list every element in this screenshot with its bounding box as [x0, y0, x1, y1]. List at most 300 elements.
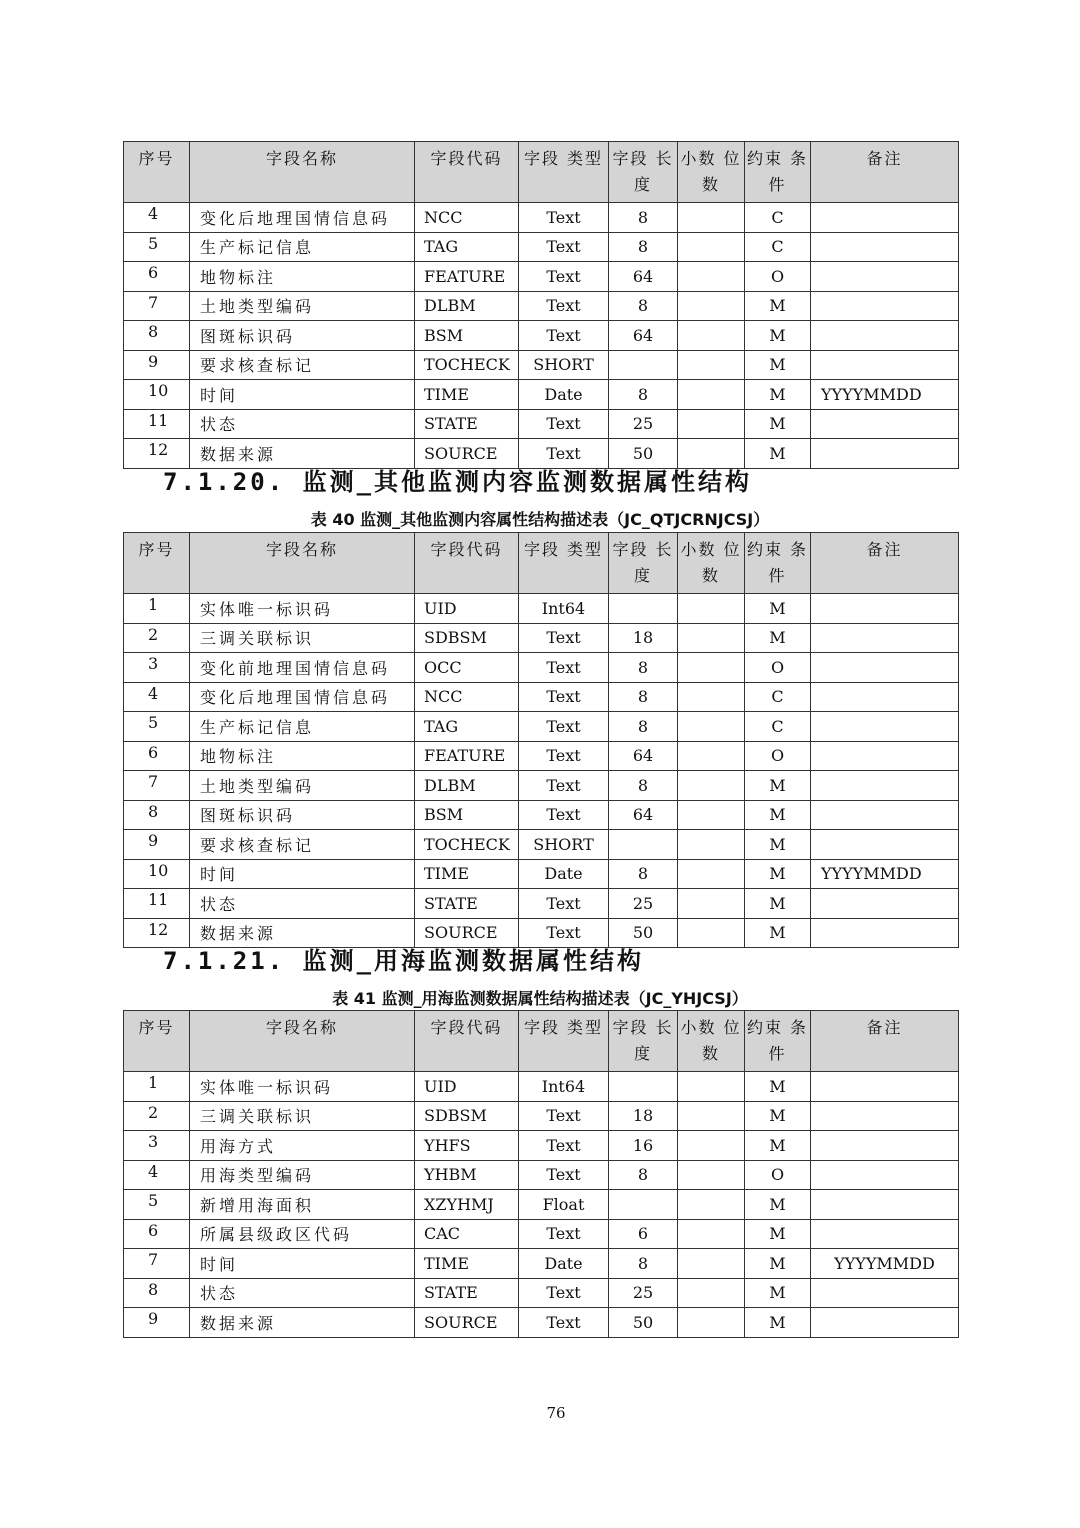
table-cell: M [745, 1131, 811, 1161]
table-cell: UID [415, 594, 519, 624]
table-cell: M [745, 1101, 811, 1131]
table-row [124, 800, 959, 830]
table-cell: 18 [609, 1101, 678, 1131]
table-cell: 8 [609, 712, 678, 742]
table-cell: M [745, 889, 811, 919]
table-cell: 6 [124, 1219, 190, 1249]
table-cell: 变化前地理国情信息码 [190, 653, 415, 683]
table-cell: YHFS [415, 1131, 519, 1161]
table-cell [678, 1160, 745, 1190]
table-cell: 地物标注 [190, 741, 415, 771]
table-cell: 时间 [190, 380, 415, 410]
table-row [124, 1308, 959, 1338]
table-cell [811, 1160, 959, 1190]
table-row [124, 1101, 959, 1131]
table-cell: TIME [415, 859, 519, 889]
table-cell: 8 [609, 1160, 678, 1190]
attribute-table-41 [123, 1010, 959, 1338]
table-cell: M [745, 1219, 811, 1249]
table-cell [811, 1190, 959, 1220]
table-cell: DLBM [415, 771, 519, 801]
table-cell: 8 [124, 800, 190, 830]
table-cell [811, 203, 959, 233]
table-cell [678, 291, 745, 321]
table-cell [678, 918, 745, 948]
table-cell: Text [519, 1219, 609, 1249]
table-cell: 8 [609, 859, 678, 889]
table-cell: FEATURE [415, 741, 519, 771]
table-cell [811, 1131, 959, 1161]
table-cell [678, 1101, 745, 1131]
table-cell: Date [519, 859, 609, 889]
table-row [124, 1219, 959, 1249]
table-cell: 3 [124, 653, 190, 683]
table-cell: 状态 [190, 889, 415, 919]
table-cell: SDBSM [415, 1101, 519, 1131]
attribute-table-continued [123, 141, 959, 469]
table-cell: 时间 [190, 1249, 415, 1279]
table-cell: YYYYMMDD [811, 859, 959, 889]
table-cell: Date [519, 1249, 609, 1279]
table-cell: M [745, 830, 811, 860]
table-row [124, 1160, 959, 1190]
table-row [124, 1131, 959, 1161]
section-title-7-1-21: 7.1.21. 监测_用海监测数据属性结构 [163, 947, 645, 975]
table-cell: O [745, 1160, 811, 1190]
table-cell [609, 1190, 678, 1220]
column-header: 字段名称 [190, 533, 415, 594]
table-cell: M [745, 439, 811, 469]
table-cell: SOURCE [415, 1308, 519, 1338]
table-cell: TOCHECK [415, 350, 519, 380]
table-cell: O [745, 741, 811, 771]
column-header: 字段 长度 [609, 1011, 678, 1072]
table-cell: 4 [124, 203, 190, 233]
table-cell [811, 1308, 959, 1338]
table-cell [609, 594, 678, 624]
table-cell: C [745, 712, 811, 742]
table-cell [811, 771, 959, 801]
table-cell: Text [519, 682, 609, 712]
table-cell: 变化后地理国情信息码 [190, 203, 415, 233]
table-cell [609, 1072, 678, 1102]
table-cell [811, 1219, 959, 1249]
table-cell: YHBM [415, 1160, 519, 1190]
table-cell: 8 [609, 682, 678, 712]
table-cell [811, 232, 959, 262]
table-cell: M [745, 594, 811, 624]
table-cell [678, 203, 745, 233]
table-cell: 18 [609, 623, 678, 653]
table-cell: STATE [415, 889, 519, 919]
table-row [124, 350, 959, 380]
table-cell [678, 1131, 745, 1161]
table-cell: 10 [124, 859, 190, 889]
section-title-7-1-20: 7.1.20. 监测_其他监测内容监测数据属性结构 [163, 468, 753, 496]
table-cell: C [745, 682, 811, 712]
table-cell: 3 [124, 1131, 190, 1161]
column-header: 字段代码 [415, 533, 519, 594]
table-cell [678, 1249, 745, 1279]
table-cell: Text [519, 800, 609, 830]
table-cell: M [745, 623, 811, 653]
table-cell: 数据来源 [190, 1308, 415, 1338]
table-cell: 64 [609, 321, 678, 351]
table-cell: SDBSM [415, 623, 519, 653]
table-cell: NCC [415, 203, 519, 233]
column-header: 备注 [811, 142, 959, 203]
header-row [124, 142, 959, 203]
table-cell: Text [519, 918, 609, 948]
column-header: 字段 类型 [519, 533, 609, 594]
table-cell: TOCHECK [415, 830, 519, 860]
table-cell: 图斑标识码 [190, 321, 415, 351]
table-cell: Text [519, 1101, 609, 1131]
table-cell: Text [519, 409, 609, 439]
table-cell: Text [519, 1160, 609, 1190]
table-cell [811, 262, 959, 292]
table-cell: 要求核查标记 [190, 830, 415, 860]
table-cell [811, 321, 959, 351]
table-cell: 25 [609, 1278, 678, 1308]
table-row [124, 594, 959, 624]
table-cell: 8 [124, 321, 190, 351]
table-cell: 8 [609, 771, 678, 801]
table-row [124, 1278, 959, 1308]
table-cell: BSM [415, 321, 519, 351]
table-cell: 10 [124, 380, 190, 410]
table-cell [678, 859, 745, 889]
table-cell: M [745, 291, 811, 321]
table-cell: Text [519, 439, 609, 469]
table-cell: M [745, 859, 811, 889]
table-cell: M [745, 321, 811, 351]
table-cell: M [745, 771, 811, 801]
table-cell [678, 741, 745, 771]
table-cell: Int64 [519, 1072, 609, 1102]
table-row [124, 1190, 959, 1220]
table-cell: 4 [124, 682, 190, 712]
table-cell: 图斑标识码 [190, 800, 415, 830]
table-caption-41: 表 41 监测_用海监测数据属性结构描述表（JC_YHJCSJ） [332, 989, 748, 1008]
table-cell: NCC [415, 682, 519, 712]
table-row [124, 232, 959, 262]
table-cell [811, 889, 959, 919]
table-row [124, 291, 959, 321]
table-cell: M [745, 409, 811, 439]
table-cell: Text [519, 291, 609, 321]
column-header: 小数 位数 [678, 142, 745, 203]
table-cell: 8 [124, 1278, 190, 1308]
table-row [124, 1072, 959, 1102]
table-cell [811, 1278, 959, 1308]
table-cell [678, 1190, 745, 1220]
table-cell: 所属县级政区代码 [190, 1219, 415, 1249]
table-cell: 时间 [190, 859, 415, 889]
table-cell: Text [519, 653, 609, 683]
table-row [124, 682, 959, 712]
table-cell: 用海方式 [190, 1131, 415, 1161]
table-cell: 5 [124, 712, 190, 742]
attribute-table-40 [123, 532, 959, 948]
table-cell: 9 [124, 1308, 190, 1338]
table-cell [678, 771, 745, 801]
table-cell: C [745, 203, 811, 233]
table-cell [678, 1308, 745, 1338]
table-cell: Text [519, 741, 609, 771]
table-cell [678, 594, 745, 624]
table-cell [678, 800, 745, 830]
table-cell [678, 1278, 745, 1308]
table-cell: 状态 [190, 409, 415, 439]
table-cell: 6 [609, 1219, 678, 1249]
column-header: 序号 [124, 1011, 190, 1072]
column-header: 字段 长度 [609, 533, 678, 594]
table-cell [678, 623, 745, 653]
table-row [124, 741, 959, 771]
table-cell: 9 [124, 830, 190, 860]
table-cell: M [745, 350, 811, 380]
table-cell: 6 [124, 741, 190, 771]
table-cell: 土地类型编码 [190, 771, 415, 801]
table-cell [811, 800, 959, 830]
column-header: 备注 [811, 533, 959, 594]
table-cell: Int64 [519, 594, 609, 624]
table-cell: 64 [609, 262, 678, 292]
table-cell: 9 [124, 350, 190, 380]
column-header: 字段 类型 [519, 1011, 609, 1072]
table-row [124, 889, 959, 919]
table-cell: 生产标记信息 [190, 712, 415, 742]
table-cell [811, 918, 959, 948]
table-row [124, 409, 959, 439]
column-header: 小数 位数 [678, 533, 745, 594]
table-cell: 25 [609, 409, 678, 439]
table-cell [811, 682, 959, 712]
table-cell: 50 [609, 1308, 678, 1338]
table-cell: DLBM [415, 291, 519, 321]
table-cell: 25 [609, 889, 678, 919]
column-header: 小数 位数 [678, 1011, 745, 1072]
table-cell [678, 321, 745, 351]
table-row [124, 262, 959, 292]
table-row [124, 380, 959, 410]
table-cell: BSM [415, 800, 519, 830]
table-cell [811, 291, 959, 321]
table-cell: 5 [124, 232, 190, 262]
table-cell: 实体唯一标识码 [190, 1072, 415, 1102]
table-cell: SHORT [519, 350, 609, 380]
column-header: 字段代码 [415, 1011, 519, 1072]
table-cell [609, 830, 678, 860]
table-cell: 8 [609, 232, 678, 262]
column-header: 字段名称 [190, 1011, 415, 1072]
table-cell: TAG [415, 232, 519, 262]
header-row [124, 533, 959, 594]
table-cell: 8 [609, 291, 678, 321]
table-cell: M [745, 800, 811, 830]
table-cell: 8 [609, 380, 678, 410]
table-cell: 生产标记信息 [190, 232, 415, 262]
table-cell [811, 653, 959, 683]
table-cell: 16 [609, 1131, 678, 1161]
table-cell: STATE [415, 409, 519, 439]
table-cell: 50 [609, 439, 678, 469]
table-cell: Text [519, 889, 609, 919]
table-cell: M [745, 1278, 811, 1308]
table-cell: UID [415, 1072, 519, 1102]
table-cell: 变化后地理国情信息码 [190, 682, 415, 712]
column-header: 约束 条件 [745, 533, 811, 594]
table-cell: Text [519, 1308, 609, 1338]
table-cell: TIME [415, 380, 519, 410]
table-cell: M [745, 1249, 811, 1279]
table-cell: 8 [609, 203, 678, 233]
table-row [124, 203, 959, 233]
table-cell: M [745, 918, 811, 948]
table-cell: 7 [124, 1249, 190, 1279]
table-cell [811, 594, 959, 624]
table-cell: 7 [124, 291, 190, 321]
column-header: 备注 [811, 1011, 959, 1072]
table-cell: Text [519, 1278, 609, 1308]
table-cell: Date [519, 380, 609, 410]
table-cell: TIME [415, 1249, 519, 1279]
table-row [124, 859, 959, 889]
table-cell: 地物标注 [190, 262, 415, 292]
table-cell: 实体唯一标识码 [190, 594, 415, 624]
table-cell [678, 380, 745, 410]
table-cell: Text [519, 321, 609, 351]
table-cell: STATE [415, 1278, 519, 1308]
table-cell: 三调关联标识 [190, 623, 415, 653]
table-cell [678, 232, 745, 262]
table-cell: M [745, 380, 811, 410]
table-cell: 5 [124, 1190, 190, 1220]
table-cell: 50 [609, 918, 678, 948]
table-cell [678, 830, 745, 860]
table-cell: 数据来源 [190, 439, 415, 469]
table-cell: 6 [124, 262, 190, 292]
table-cell: YYYYMMDD [811, 1249, 959, 1279]
table-cell: Text [519, 771, 609, 801]
table-cell: 1 [124, 594, 190, 624]
table-cell: 1 [124, 1072, 190, 1102]
column-header: 字段代码 [415, 142, 519, 203]
table-cell [811, 623, 959, 653]
table-row [124, 321, 959, 351]
table-cell: 11 [124, 409, 190, 439]
column-header: 字段名称 [190, 142, 415, 203]
table-cell [678, 1219, 745, 1249]
table-cell [609, 350, 678, 380]
table-cell: Text [519, 203, 609, 233]
table-cell: Text [519, 712, 609, 742]
table-cell: 8 [609, 653, 678, 683]
table-cell: 4 [124, 1160, 190, 1190]
table-cell: 要求核查标记 [190, 350, 415, 380]
table-row [124, 830, 959, 860]
table-cell: O [745, 262, 811, 292]
table-row [124, 623, 959, 653]
table-cell [678, 409, 745, 439]
table-cell: YYYYMMDD [811, 380, 959, 410]
table-cell [678, 712, 745, 742]
table-cell [678, 350, 745, 380]
table-cell: 新增用海面积 [190, 1190, 415, 1220]
table-cell: 12 [124, 439, 190, 469]
column-header: 序号 [124, 142, 190, 203]
table-caption-40: 表 40 监测_其他监测内容属性结构描述表（JC_QTJCRNJCSJ） [310, 510, 770, 529]
table-cell: SOURCE [415, 918, 519, 948]
table-cell [678, 262, 745, 292]
table-row [124, 653, 959, 683]
table-cell: TAG [415, 712, 519, 742]
table-cell: Text [519, 232, 609, 262]
column-header: 约束 条件 [745, 1011, 811, 1072]
table-cell: O [745, 653, 811, 683]
table-cell: C [745, 232, 811, 262]
table-cell [678, 889, 745, 919]
table-cell: 8 [609, 1249, 678, 1279]
table-row [124, 712, 959, 742]
table-row [124, 1249, 959, 1279]
column-header: 序号 [124, 533, 190, 594]
table-cell: SOURCE [415, 439, 519, 469]
table-cell [811, 1072, 959, 1102]
table-cell: 用海类型编码 [190, 1160, 415, 1190]
table-cell [811, 409, 959, 439]
table-cell: 11 [124, 889, 190, 919]
table-cell: Text [519, 1131, 609, 1161]
table-row [124, 771, 959, 801]
table-cell: FEATURE [415, 262, 519, 292]
table-cell [811, 350, 959, 380]
header-row [124, 1011, 959, 1072]
table-cell [678, 653, 745, 683]
table-cell: 12 [124, 918, 190, 948]
table-cell: Text [519, 623, 609, 653]
table-cell: 64 [609, 800, 678, 830]
table-cell [811, 712, 959, 742]
table-cell: XZYHMJ [415, 1190, 519, 1220]
table-cell: M [745, 1072, 811, 1102]
table-cell: OCC [415, 653, 519, 683]
table-cell: M [745, 1308, 811, 1338]
column-header: 字段 类型 [519, 142, 609, 203]
table-cell: 数据来源 [190, 918, 415, 948]
table-cell: Float [519, 1190, 609, 1220]
page-number: 76 [546, 1404, 566, 1422]
column-header: 字段 长度 [609, 142, 678, 203]
table-cell: 土地类型编码 [190, 291, 415, 321]
table-cell: 状态 [190, 1278, 415, 1308]
column-header: 约束 条件 [745, 142, 811, 203]
table-cell [811, 741, 959, 771]
table-cell: SHORT [519, 830, 609, 860]
table-cell: 64 [609, 741, 678, 771]
table-cell: 2 [124, 623, 190, 653]
table-cell: 7 [124, 771, 190, 801]
table-cell: 2 [124, 1101, 190, 1131]
table-cell: CAC [415, 1219, 519, 1249]
table-cell [811, 1101, 959, 1131]
table-cell [811, 830, 959, 860]
table-cell [678, 1072, 745, 1102]
table-cell: M [745, 1190, 811, 1220]
table-cell: 三调关联标识 [190, 1101, 415, 1131]
table-cell [811, 439, 959, 469]
